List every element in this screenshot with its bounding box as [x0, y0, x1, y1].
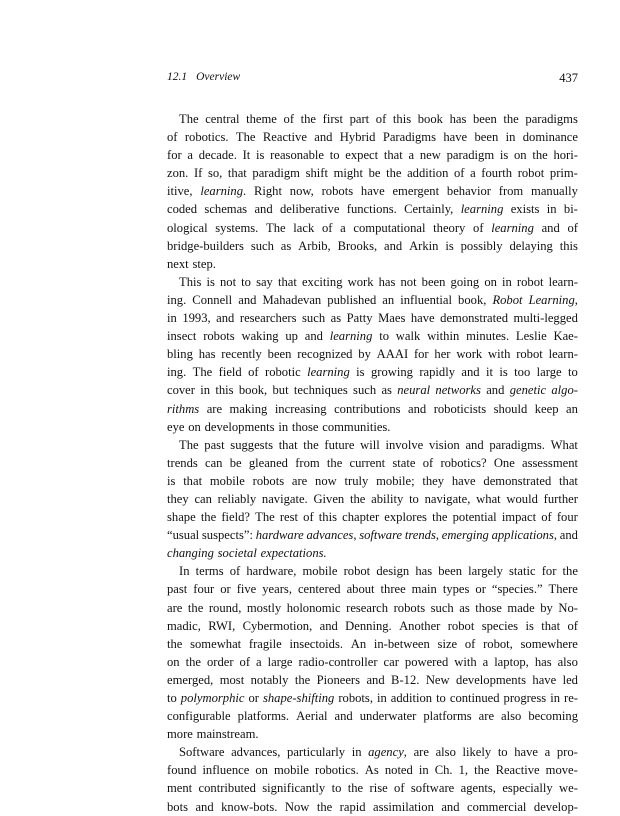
text-line: trends can be gleaned from the current state of robotics? One assessment [167, 455, 578, 470]
text-line: coded schemas and deliberative functions. Certainly, learning exists in bi- [167, 202, 578, 217]
text-line: past four or five years, centered about three main types or “species.” There [167, 582, 578, 597]
text-line: for a decade. It is reasonable to expect that a new paradigm is on the hori- [167, 148, 578, 163]
text-line: insect robots waking up and learning to walk within minutes. Leslie Kae- [167, 329, 578, 344]
running-head [167, 71, 578, 87]
running-head-section [167, 71, 240, 83]
text-line: is that mobile robots are now truly mobile; they have demonstrated that [167, 473, 578, 488]
text-line: the somewhat fragile insectoids. An in-between size of robot, somewhere [167, 636, 578, 651]
text-line: The past suggests that the future will involve vision and paradigms. What [179, 437, 578, 452]
text-line: ing. Connell and Mahadevan published an influential book, Robot Learning, [167, 292, 578, 307]
text-line: eye on developments in those communities. [167, 419, 391, 434]
text-line: shape the field? The rest of this chapter explores the potential impact of four [167, 510, 578, 525]
section-title: Overview [196, 71, 241, 83]
text-line: The central theme of the first part of this book has been the paradigms [179, 112, 578, 126]
text-line: bots and know-bots. Now the rapid assimilation and commercial develop- [167, 799, 578, 814]
section-number: 12.1 [167, 71, 188, 83]
page-number: 437 [559, 71, 578, 85]
text-line: configurable platforms. Aerial and underwater platforms are also becoming [167, 709, 578, 724]
text-line: In terms of hardware, mobile robot design has been largely static for the [179, 564, 578, 579]
text-line: to polymorphic or shape-shifting robots, in addition to continued progress in re- [167, 691, 578, 705]
text-line: are the round, mostly holonomic research robots such as those made by No- [167, 600, 578, 615]
text-line: Software advances, particularly in agency, are also likely to have a pro- [179, 745, 578, 760]
text-line: bling has recently been recognized by AAAI for her work with robot learn- [167, 347, 578, 362]
text-line: more mainstream. [167, 727, 259, 742]
text-line: madic, RWI, Cybermotion, and Denning. Another robot species is that of [167, 618, 578, 633]
text-line: ing. The field of robotic learning is growing rapidly and it is too large to [167, 365, 578, 380]
text-line: on the order of a large radio-controller car powered with a laptop, has also [167, 654, 578, 669]
text-line: rithms are making increasing contributions and roboticists should keep an [167, 401, 578, 416]
text-line: ological systems. The lack of a computational theory of learning and of [167, 220, 578, 235]
text-line: zon. If so, that paradigm shift might be the addition of a fourth robot prim- [167, 166, 578, 181]
body-text [167, 110, 578, 816]
text-line: This is not to say that exciting work has not been going on in robot learn- [179, 274, 578, 289]
text-line: of robotics. The Reactive and Hybrid Paradigms have been in dominance [167, 130, 578, 145]
text-line: found influence on mobile robotics. As noted in Ch. 1, the Reactive move- [167, 763, 578, 778]
text-line: itive, learning. Right now, robots have emergent behavior from manually [167, 184, 578, 199]
text-line: emerged, most notably the Pioneers and B-12. New developments have led [167, 672, 578, 687]
text-line: in 1993, and researchers such as Patty Maes have demonstrated multi-legged [167, 311, 578, 326]
text-line: ment contributed significantly to the rise of software agents, especially we- [167, 781, 578, 796]
text-line: cover in this book, but techniques such as neural networks and genetic algo- [167, 383, 578, 398]
text-line: next step. [167, 256, 216, 271]
text-line: “usual suspects”: hardware advances, software trends, emerging applications, and [167, 528, 578, 543]
text-line: they can reliably navigate. Given the ability to navigate, what would further [167, 491, 578, 506]
text-line: bridge-builders such as Arbib, Brooks, and Arkin is possibly delaying this [167, 238, 578, 253]
text-line: changing societal expectations. [167, 546, 327, 561]
